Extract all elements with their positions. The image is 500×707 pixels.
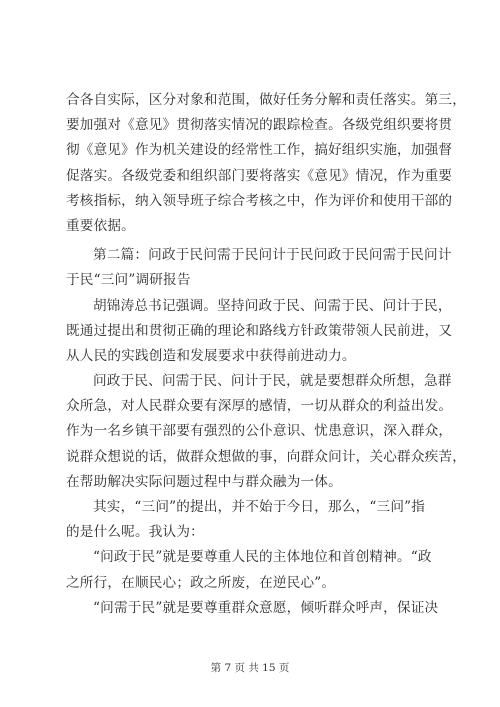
text-line: 说群众想说的话，做群众想做的事，向群众问计，关心群众疾苦，	[66, 448, 467, 465]
text-line: 合各自实际，区分对象和范围，做好任务分解和责任落实。第三，	[66, 92, 467, 108]
text-line: 问政于民、问需于民、问计于民，就是要想群众所想，急群	[93, 373, 452, 390]
text-line: 其实，“三问”的提出，并不始于今日，那么，“三问”指	[93, 499, 426, 515]
text-line: 彻《意见》作为机关建设的经常性工作，搞好组织实施，加强督	[66, 142, 453, 159]
document-body	[66, 88, 467, 621]
text-line: 众所急，对人民群众要有深厚的感情，一切从群众的利益出发。	[66, 398, 453, 415]
text-line: 重要依据。	[66, 217, 135, 234]
text-line: 考核指标，纳入领导班子综合考核之中，作为评价和使用干部的	[66, 192, 453, 209]
text-line: 既通过提出和贯彻正确的理论和路线方针政策带领人民前进，又	[66, 322, 453, 339]
text-line: 促落实。各级党委和组织部门要将落实《意见》情况，作为重要	[66, 167, 453, 184]
text-line: 之所行，在顺民心；政之所废，在逆民心”。	[66, 574, 336, 591]
text-line: 要加强对《意见》贯彻落实情况的跟踪检查。各级党组织要将贯	[66, 117, 453, 134]
text-line: 胡锦涛总书记强调。坚持问政于民、问需于民、问计于民，	[93, 297, 452, 314]
text-line: 作为一名乡镇干部要有强烈的公仆意识、忧患意识，深入群众，	[66, 423, 453, 440]
section-heading-line: 第二篇：问政于民问需于民问计于民问政于民问需于民问计	[93, 247, 452, 264]
text-line: “问需于民”就是要尊重群众意愿，倾听群众呼声，保证决	[93, 599, 439, 616]
text-line: 从人民的实践创造和发展要求中获得前进动力。	[66, 347, 356, 364]
page-number-footer: 第 7 页 共 15 页	[210, 662, 290, 674]
text-line: 的是什么呢。我认为：	[66, 524, 204, 541]
section-heading-line: 于民“三问”调研报告	[66, 272, 191, 289]
text-line: “问政于民”就是要尊重人民的主体地位和首创精神。“政	[93, 549, 432, 566]
text-line: 在帮助解决实际问题过程中与群众融为一体。	[66, 473, 342, 490]
